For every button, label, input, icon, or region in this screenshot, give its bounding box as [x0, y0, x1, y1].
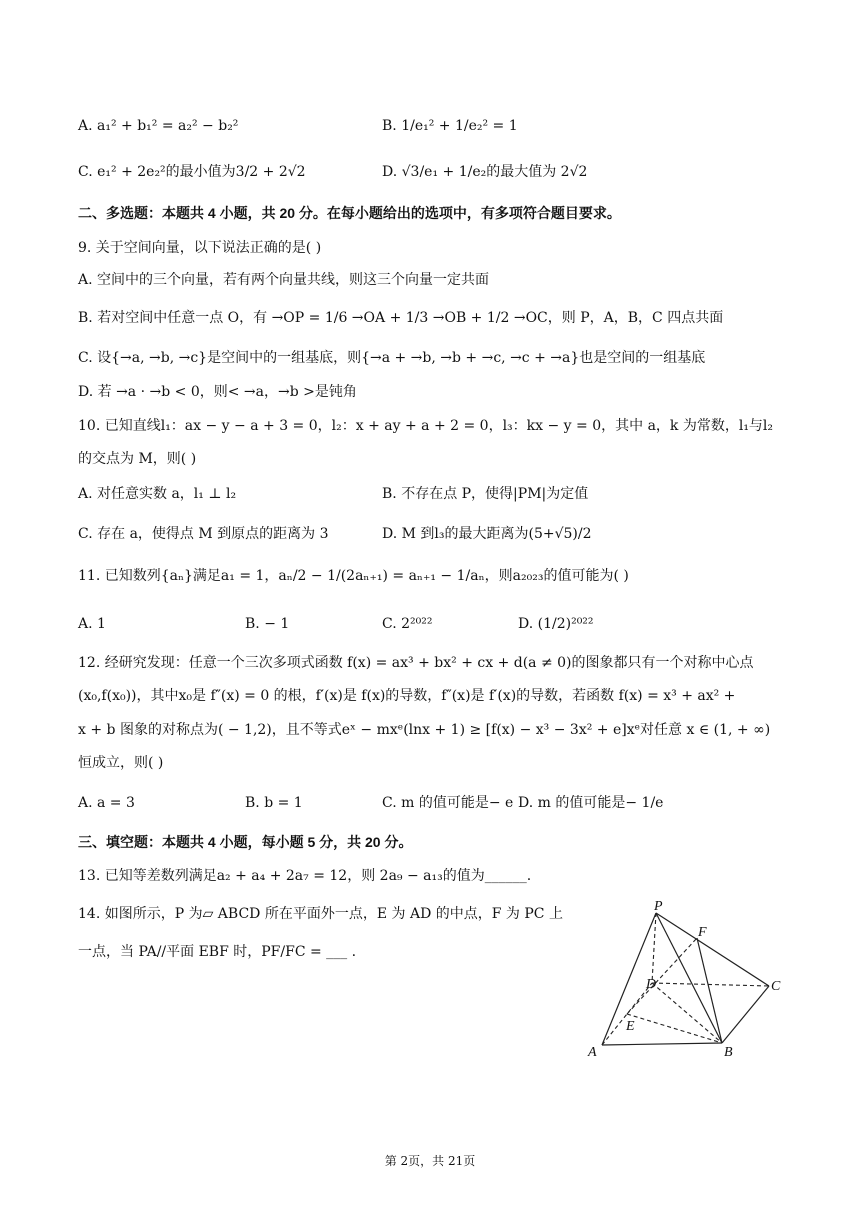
q10-option-c: C. 存在 a，使得点 M 到原点的距离为 3 [78, 526, 329, 542]
q10-option-a: A. 对任意实数 a，l₁ ⊥ l₂ [78, 486, 237, 502]
q12-stem-line1: 12. 经研究发现：任意一个三次多项式函数 f(x) = ax³ + bx² + cx + d(a ≠ 0)的图象都只有一个对称中心点 [78, 655, 754, 671]
segment-ef-hidden [627, 938, 697, 1014]
vertex-label-c: C [771, 979, 781, 994]
q11-option-d: D. (1/2)²⁰²² [518, 616, 594, 632]
q9-stem: 9. 关于空间向量，以下说法正确的是( ) [78, 240, 322, 256]
diagonal-db-hidden [652, 983, 722, 1043]
pyramid-diagram [586, 898, 790, 1060]
edge-ab [602, 1043, 722, 1045]
q13-stem: 13. 已知等差数列满足a₂ + a₄ + 2a₇ = 12，则 2a₉ − a₁₃的值为______. [78, 868, 532, 884]
q11-option-c: C. 2²⁰²² [382, 616, 433, 632]
q11-option-a: A. 1 [78, 616, 106, 632]
q9-option-b: B. 若对空间中任意一点 O，有 →OP = 1/6 →OA + 1/3 →OB + 1/2 →OC，则 P，A，B，C 四点共面 [78, 310, 724, 326]
q11-option-b: B. − 1 [245, 616, 290, 632]
section-heading-fill-in: 三、填空题：本题共 4 小题，每小题 5 分，共 20 分。 [78, 834, 413, 850]
q12-stem-line3: x + b 图象的对称点为( − 1,2)，且不等式eˣ − mxᵉ(lnx + 1) ≥ [f(x) − x³ − 3x² + e]xᵉ对任意 x ∈ (1, + ∞) [78, 722, 771, 738]
q9-option-c: C. 设{→a, →b, →c}是空间中的一组基底，则{→a + →b, →b + →c, →c + →a}也是空间的一组基底 [78, 350, 706, 366]
edge-bc [722, 986, 769, 1043]
pyramid-figure [586, 898, 790, 1060]
prev-option-d: D. √3/e₁ + 1/e₂的最大值为 2√2 [382, 164, 588, 180]
q10-option-d: D. M 到l₃的最大距离为(5+√5)/2 [382, 526, 592, 542]
vertex-label-p: P [654, 899, 663, 914]
edge-pc [656, 913, 769, 986]
section-heading-multiple-choice: 二、多选题：本题共 4 小题，共 20 分。在每小题给出的选项中，有多项符合题目要求。 [78, 205, 621, 221]
q10-stem-line2: 的交点为 M，则( ) [78, 451, 197, 467]
point-label-e: E [626, 1019, 635, 1034]
q12-option-d: D. m 的值可能是− 1/e [518, 795, 664, 811]
q10-option-b: B. 不存在点 P，使得|PM|为定值 [382, 486, 589, 502]
point-label-f: F [698, 925, 707, 940]
q10-stem-line1: 10. 已知直线l₁：ax − y − a + 3 = 0，l₂：x + ay + a + 2 = 0，l₃：kx − y = 0，其中 a，k 为常数，l₁与l₂ [78, 418, 774, 434]
prev-option-b: B. 1/e₁² + 1/e₂² = 1 [382, 118, 518, 134]
q12-option-a: A. a = 3 [78, 795, 135, 811]
segment-eb-hidden [627, 1014, 722, 1043]
prev-option-c: C. e₁² + 2e₂²的最小值为3/2 + 2√2 [78, 164, 306, 180]
edge-pd-hidden [652, 913, 656, 983]
q12-stem-line2: (x₀,f(x₀))，其中x₀是 f″(x) = 0 的根，f′(x)是 f(x)的导数，f″(x)是 f′(x)的导数，若函数 f(x) = x³ + ax² + [78, 688, 736, 704]
q9-option-d: D. 若 →a · →b < 0，则< →a，→b >是钝角 [78, 384, 357, 400]
edge-pb [656, 913, 722, 1043]
q9-option-a: A. 空间中的三个向量，若有两个向量共线，则这三个向量一定共面 [78, 272, 490, 288]
q12-stem-line4: 恒成立，则( ) [78, 755, 164, 771]
q12-option-c: C. m 的值可能是− e [382, 795, 514, 811]
page-footer: 第 2页，共 21页 [384, 1154, 476, 1168]
q12-option-b: B. b = 1 [245, 795, 303, 811]
edge-dc-hidden [652, 983, 769, 986]
q11-stem: 11. 已知数列{aₙ}满足a₁ = 1，aₙ/2 − 1/(2aₙ₊₁) = aₙ₊₁ − 1/aₙ，则a₂₀₂₃的值可能为( ) [78, 568, 629, 584]
q14-stem-line2: 一点，当 PA//平面 EBF 时，PF/FC = ___ . [78, 944, 357, 960]
vertex-label-a: A [588, 1045, 597, 1060]
vertex-label-d: D [646, 977, 657, 992]
prev-option-a: A. a₁² + b₁² = a₂² − b₂² [78, 118, 239, 134]
q14-stem-line1: 14. 如图所示，P 为▱ ABCD 所在平面外一点，E 为 AD 的中点，F 为 PC 上 [78, 906, 563, 922]
vertex-label-b: B [724, 1045, 733, 1060]
